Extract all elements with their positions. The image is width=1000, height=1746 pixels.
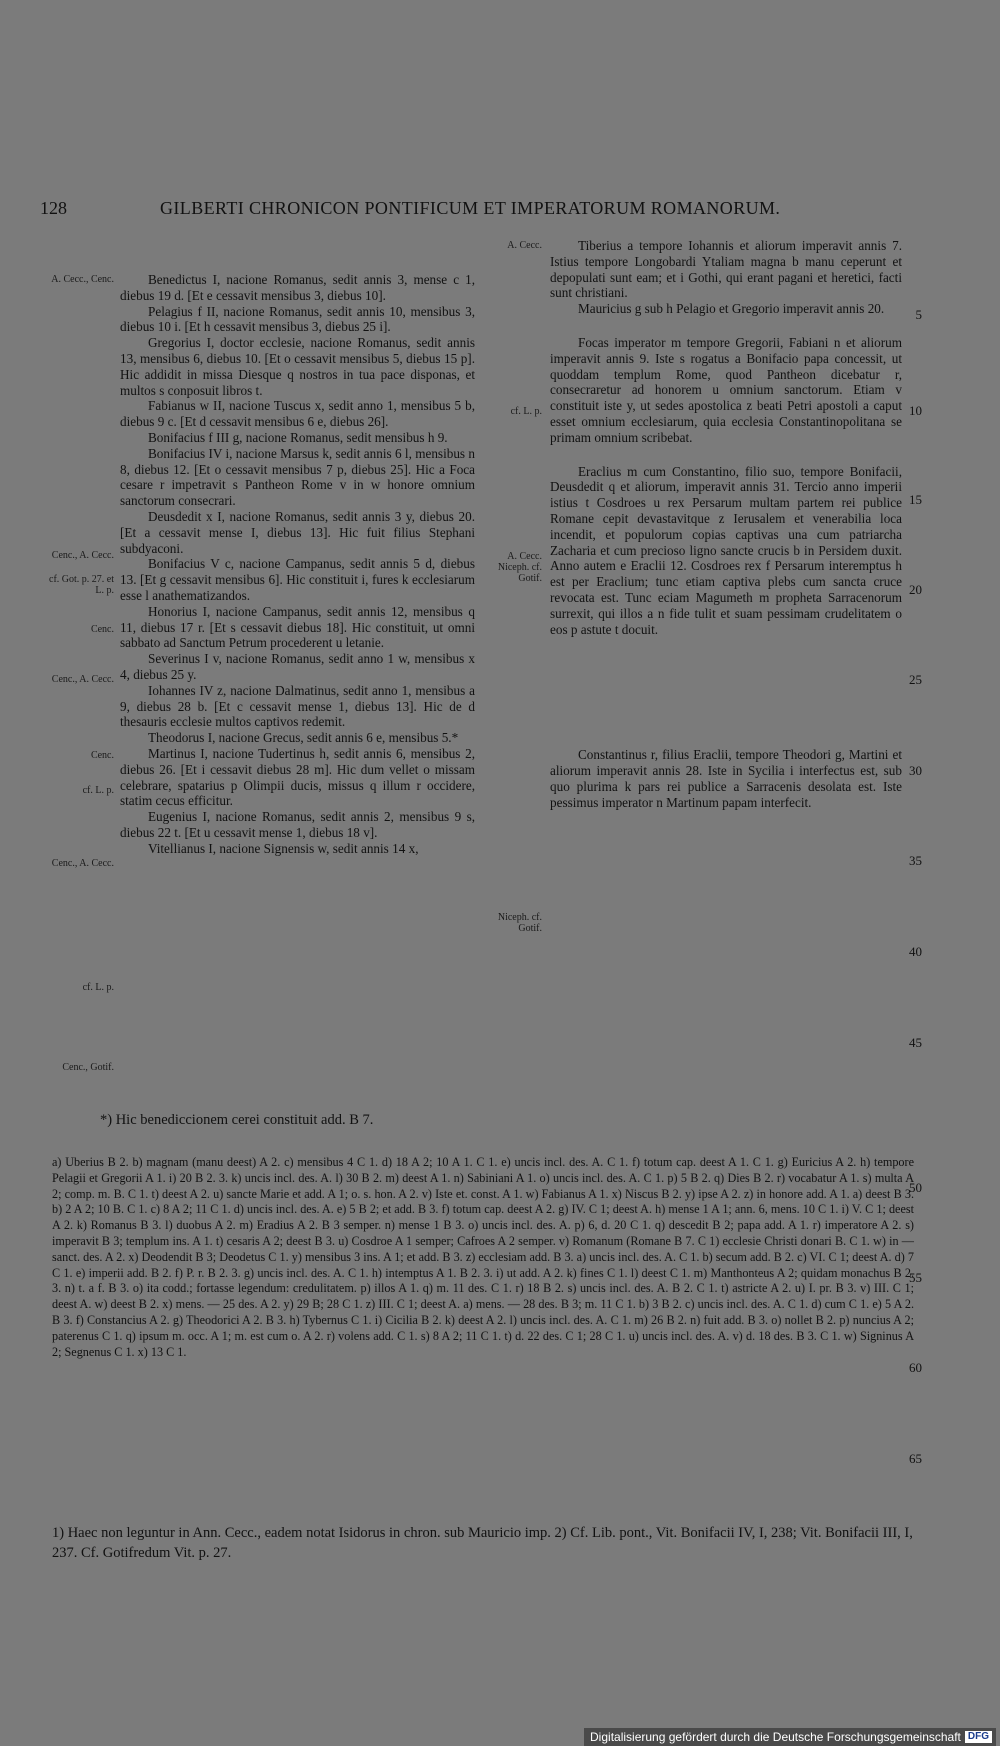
- line-number: 45: [909, 1035, 922, 1050]
- margin-note: Cenc., Gotif.: [62, 1062, 114, 1073]
- pope-entry: Bonifacius IV i, nacione Marsus k, sedit annis 6 l, mensibus n 8, diebus 12. [Et o cessavit mensibus 7 p, diebus 25]. Hic a Foca cesare r impetravit s Pantheon Rome v in w honore omnium sanctorum consecrari.: [120, 445, 475, 509]
- pope-entry: Iohannes IV z, nacione Dalmatinus, sedit anno 1, mensibus a 9, diebus 28 b. [Et c cessavit mense 1, diebus 13]. Hic de d thesauris ecclesie multos captivos redemit.: [120, 682, 475, 730]
- pope-entry: Benedictus I, nacione Romanus, sedit annis 3, mense c 1, diebus 19 d. [Et e cessavit mensibus 3, diebus 10].: [120, 272, 475, 303]
- line-number: 15: [909, 492, 922, 507]
- pope-entry: Vitellianus I, nacione Signensis w, sedit annis 14 x,: [148, 840, 419, 856]
- line-number: 40: [909, 944, 922, 959]
- line-number: 10: [909, 403, 922, 418]
- line-number: 35: [909, 853, 922, 868]
- line-number: 50: [909, 1180, 922, 1195]
- line-number: 20: [909, 582, 922, 597]
- line-number: 55: [909, 1270, 922, 1285]
- margin-note: cf. L. p.: [82, 785, 114, 796]
- margin-note: Cenc., A. Cecc.: [51, 550, 114, 561]
- margin-note: cf. L. p.: [510, 406, 542, 417]
- pope-entry: Fabianus w II, nacione Tuscus x, sedit anno 1, mensibus 5 b, diebus 9 c. [Et d cessavit mensibus 6 e, diebus 26].: [120, 398, 475, 430]
- apparatus-text: a) Uberius B 2. b) magnam (manu deest) A 2. c) mensibus 4 C 1. d) 18 A 2; 10 A 1. C 1. e) uncis incl. des. A. C 1. f) totum cap. deest A 1. C 1. g) Euricius A 2. h) tempore Pelagii et Gregorii A 1. i) 20 B 2. 3. k) uncis incl. des. A. l) 30 B 2. m) deest A 1. n) Sabiniani A 1. o) uncis incl. des. A. C 1. p) 5 B 2. q) Dies B 2. r) vocabatur A 1. s) multa A 2; comp. m. B. C 1. t) deest A 2. u) sancte Marie et add. A 1; o. s. hon. A 2. v) Iste et. const. A 1. w) Fabianus A 1. x) Niscus B 2. y) ipse A 2. z) in honore add. A 1. a) deest B 3. b) 2 A 2; 10 B. C 1. c) 8 A 2; 11 C 1. d) uncis incl. des. A. e) 5 B 2; et add. B 3. f) totum cap. deest A 2. g) IV. C 1; deest A. h) mense 1 A 1; ann. 6, mens. 10 C 1. i) V. C 1; deest A 2. k) Romanus B 3. l) duobus A 2. m) Eradius A 2. B 3 semper. n) mense 1 B 3. o) uncis incl. des. A. p) 6, d. 20 C 1. q) descedit B 2; papa add. A 1. r) imperatore A 2. s) imperavit B 3; templum ins. A 1. t) cesaris A 2; deest B 3. u) Cosdroe A 1 semper; Cafroes A 2 semper. v) Romanum (Romane B 7. C 1) ecclesie Christi donari B. C 1. w) in — sanct. des. A 2. x) Deodendit B 3; Deodetus C 1. y) mensibus 3 ins. A 1; et add. B 3. z) ecclesiam add. B 3. a) uncis incl. des. A. C 1. b) secum add. B 2. c) VI. C 1; deest A. d) 7 C 1. e) imperii add. B 2. f) P. r. B 2. 3. g) uncis incl. des. A. C 1. h) intemptus A 1. B 2. 3. i) ut add. A 2. k) fines C 1. l) deest C 1. m) Manthonteus A 2; quidam monachus B 2. 3. n) t. a f. B 3. o) ita codd.; fortasse legendum: credulitatem. p) illos A 1. q) m. 11 des. C 1. r) 18 B 2. s) uncis incl. des. A. B 2. C 1. t) astricte A 2. u) I. pr. B 3. v) III. C 1; deest A. w) deest B 2. x) mens. — 25 des. A 2. y) 29 B; 28 C 1. z) III. C 1; deest A. a) mens. — 28 des. B 3; m. 11 C 1. b) 3 B 2. c) uncis incl. des. A. C 1. d) cum C 1. e) 5 A 2. B 3. f) Constancius A 2. g) Theodorici A 2. B 3. h) Tybernus C 1. i) Cicilia B 2. k) deest A 2. l) uncis incl. des. A. C 1. m) 26 B 2. n) fuit add. B 3. o) nollet B 2. p) nuncius A 2; paterenus C 1. q) ipsum m. occ. A 1; m. est cum o. A 2. r) volens add. C 1. s) 8 A 2; 11 C 1. t) d. 22 des. C 1; 28 C 1. u) uncis incl. des. A. v) d. 18 des. B 3. C 1. w) Signinus A 2; Segnenus C 1. x) 13 C 1.: [52, 1155, 914, 1359]
- emperor-entry: Mauricius g sub h Pelagio et Gregorio imperavit annis 20.: [578, 301, 885, 317]
- pope-entry: Pelagius f II, nacione Romanus, sedit annis 10, mensibus 3, diebus 10 i. [Et h cessavit mensibus 3, diebus 25 i].: [120, 303, 475, 335]
- source-note: 1) Haec non leguntur in Ann. Cecc., eadem notat Isidorus in chron. sub Mauricio imp. 2) Cf. Lib. pont., Vit. Bonifacii IV, I, 238; Vit. Bonifacii III, I, 237. Cf. Gotifredum Vit. p. 27.: [52, 1525, 913, 1561]
- pope-entry: Honorius I, nacione Campanus, sedit annis 12, mensibus q 11, diebus 17 r. [Et s cessavit diebus 18]. Hic constituit, ut omni sabbato ad Sanctum Petrum procederent u letanie.: [120, 603, 475, 651]
- pope-entry: Martinus I, nacione Tudertinus h, sedit annis 6, mensibus 2, diebus 26. [Et i cessavit diebus 28 m]. Hic dum vellet o missam celebrare, spatarius p Olimpii ducis, missus q illum r occidere, statim cecus efficitur.: [120, 745, 475, 809]
- right-column: [550, 238, 902, 811]
- dfg-logo: DFG: [965, 1731, 992, 1743]
- star-footnote: *) Hic benediccionem cerei constituit add. B 7.: [100, 1112, 374, 1128]
- credit-text: Digitalisierung gefördert durch die Deutsche Forschungsgemeinschaft: [590, 1730, 961, 1744]
- margin-note: A. Cecc. Niceph. cf. Gotif.: [497, 551, 542, 584]
- pope-entry: Bonifacius V c, nacione Campanus, sedit annis 5 d, diebus 13. [Et g cessavit mensibus 6]. Hic constituit i, fures k ecclesiarum esse l anathematizandos.: [120, 556, 475, 603]
- source-notes: [52, 1523, 914, 1563]
- pope-entry: Deusdedit x I, nacione Romanus, sedit annis 3 y, diebus 20. [Et a cessavit mense I, diebus 13]. Hic fuit filius Stephani subdyaconi.: [120, 508, 475, 556]
- critical-apparatus: [52, 1155, 914, 1360]
- left-column: [120, 272, 475, 856]
- pope-entry: Gregorius I, doctor ecclesie, nacione Romanus, sedit annis 13, mensibus 6, diebus 10. [Et o cessavit mensibus 5, diebus 15 p]. Hic addidit in missa Diesque q nostros in tua pace disponas, et multos s conposuit libros t.: [120, 335, 475, 398]
- margin-note: A. Cecc., Cenc.: [51, 274, 114, 285]
- emperor-entry: Eraclius m cum Constantino, filio suo, tempore Bonifacii, Deusdedit q et aliorum, imperavit annis 31. Tercio anno imperii istius t Cosdroes u rex Persarum multam partem rei publice Romane cepit devastavitque z Ierusalem et venerabilia loca incendit, et populorum copias captivas una cum patriarcha Zacharia et cum precioso ligno sancte crucis b in Persidem duxit. Anno autem e Eraclii 12. Cosdroes rex f Persarum interemptus h est per Eraclium; tunc etiam captiva plebs cum sancta cruce revocata est. Tunc eciam Magumeth m propheta Sarracenorum surrexit, qui illos a n fide tulit et suam pessimam crudelitatem o eos p astute t docuit.: [550, 463, 902, 637]
- page-number: 128: [40, 198, 67, 218]
- margin-note: cf. L. p.: [82, 982, 114, 993]
- margin-note: A. Cecc.: [507, 240, 542, 251]
- emperor-entry: Constantinus r, filius Eraclii, tempore Theodori g, Martini et aliorum imperavit annis 28. Iste in Sycilia i interfectus est, sub quo plurima k pars rei publice a Sarracenis desolata est. Iste pessimus imperator n Martinum papam interfecit.: [550, 747, 902, 810]
- digitization-credit: [584, 1728, 996, 1746]
- emperor-entry: Focas imperator m tempore Gregorii, Fabiani n et aliorum imperavit annis 9. Iste s rogatus a Bonifacio papa concessit, ut quoddam templum Rome, quod Pantheon dicebatur r, consecraretur ad honorem u omnium sanctorum. Etiam v constituit iste y, ut sedes apostolica z beati Petri apostoli a caput esset omnium ecclesiarum, quia ecclesia Constantinopolitana se primam omnium scribebat.: [550, 334, 902, 445]
- margin-note: cf. Got. p. 27. et L. p.: [49, 574, 114, 596]
- margin-note: Niceph. cf. Gotif.: [497, 912, 542, 934]
- running-title: GILBERTI CHRONICON PONTIFICUM ET IMPERATORUM ROMANORUM.: [160, 198, 781, 218]
- margin-note: Cenc., A. Cecc.: [51, 674, 114, 685]
- pope-entry: Theodorus I, nacione Grecus, sedit annis 6 e, mensibus 5.*: [148, 730, 459, 746]
- line-number: 25: [909, 672, 922, 687]
- pope-entry: Eugenius I, nacione Romanus, sedit annis 2, mensibus 9 s, diebus 22 t. [Et u cessavit mense 1, diebus 18 v].: [120, 809, 475, 840]
- emperor-entry: Tiberius a tempore Iohannis et aliorum imperavit annis 7. Istius tempore Longobardi Ytaliam magna b manu ceperunt et depopulati sunt eam; et i Gothi, qui erant pagani et heretici, facti sunt christiani.: [550, 238, 902, 301]
- line-number: 30: [909, 763, 922, 778]
- line-number: 5: [915, 307, 922, 322]
- pope-entry: Bonifacius f III g, nacione Romanus, sedit mensibus h 9.: [148, 429, 448, 445]
- margin-note: Cenc.: [90, 750, 114, 761]
- margin-note: Cenc., A. Cecc.: [51, 858, 114, 869]
- line-number: 60: [909, 1360, 922, 1375]
- line-number: 65: [909, 1451, 922, 1466]
- margin-note: Cenc.: [90, 624, 114, 635]
- pope-entry: Severinus I v, nacione Romanus, sedit anno 1 w, mensibus x 4, diebus 25 y.: [120, 651, 475, 682]
